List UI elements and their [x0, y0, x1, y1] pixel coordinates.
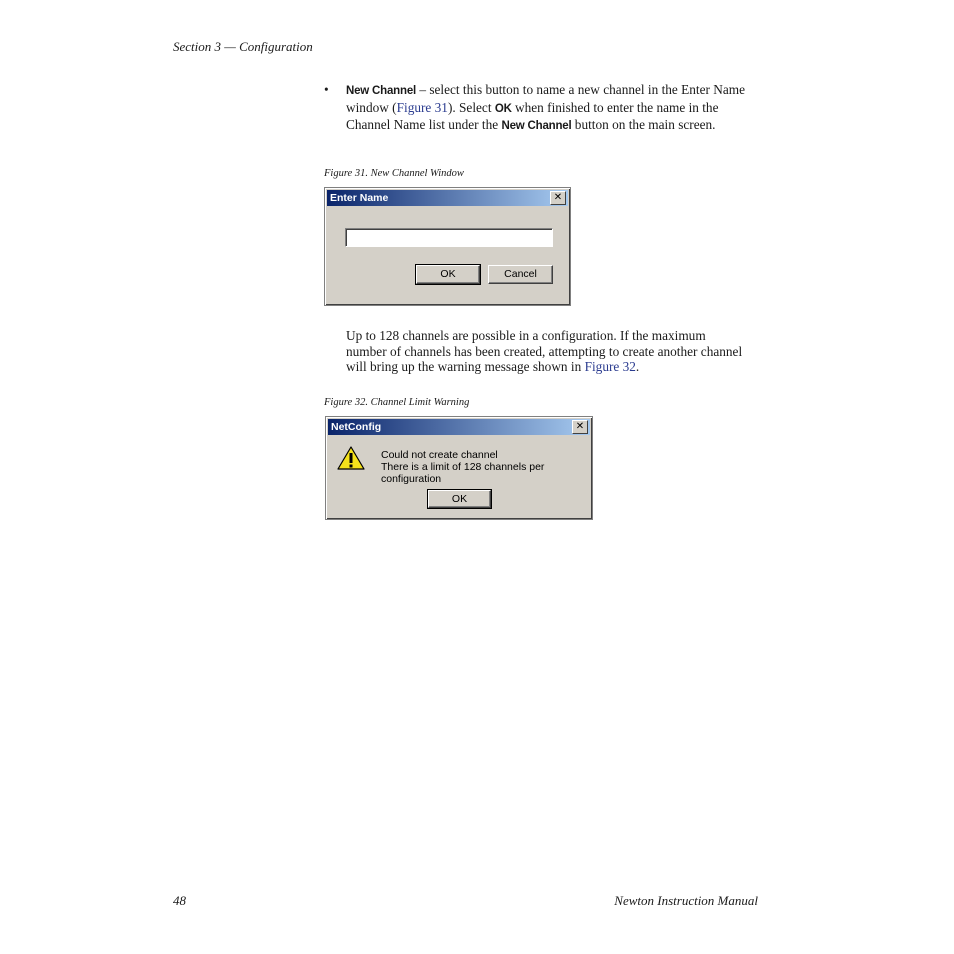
warning-message-line-1: Could not create channel	[381, 449, 498, 461]
dialog-titlebar	[328, 419, 590, 435]
paragraph-text: Up to 128 channels are possible in a configuration. If the maximum number of channels has been created, attempting to create another channel will bring up the warning message shown in	[346, 328, 743, 375]
page-number: 48	[173, 893, 186, 908]
ui-label-new-channel: New Channel	[346, 85, 417, 97]
warning-message-line-2: There is a limit of 128 channels per configuration	[381, 461, 545, 485]
dialog-title: NetConfig	[331, 421, 382, 433]
figure-32-link[interactable]: Figure 32	[584, 359, 636, 375]
paragraph-text-end: .	[635, 359, 640, 375]
dialog-title: Enter Name	[330, 192, 389, 204]
ok-button[interactable]: OK	[428, 490, 491, 508]
dialog-titlebar	[327, 190, 568, 206]
bullet-text-part: when finished to enter the name in the Channel Name list under the	[346, 99, 719, 133]
close-icon[interactable]: ✕	[550, 191, 566, 205]
figure-31-caption: Figure 31. New Channel Window	[324, 168, 464, 179]
close-icon[interactable]: ✕	[572, 420, 588, 434]
ok-button[interactable]: OK	[416, 265, 480, 284]
enter-name-dialog	[324, 187, 571, 306]
channel-name-input[interactable]	[345, 228, 553, 247]
figure-32-caption: Figure 32. Channel Limit Warning	[324, 397, 470, 408]
manual-title: Newton Instruction Manual	[614, 893, 758, 908]
bullet-text-part: – select this button to name a new channel in the Enter Name window (	[346, 82, 746, 115]
running-header: Section 3 — Configuration	[173, 39, 313, 54]
bullet-text	[346, 82, 756, 135]
channel-limit-paragraph	[346, 328, 746, 375]
bullet-text-part: button on the main screen.	[571, 117, 716, 133]
ui-label-ok: OK	[494, 102, 512, 115]
bullet-text-part: ). Select	[447, 99, 495, 115]
warning-icon	[337, 445, 365, 471]
figure-31-link[interactable]: Figure 31	[396, 99, 448, 115]
ui-label-new-channel-2: New Channel	[501, 120, 572, 133]
cancel-button[interactable]: Cancel	[488, 265, 553, 284]
netconfig-warning-dialog	[325, 416, 593, 520]
bullet-dot: •	[324, 82, 329, 97]
